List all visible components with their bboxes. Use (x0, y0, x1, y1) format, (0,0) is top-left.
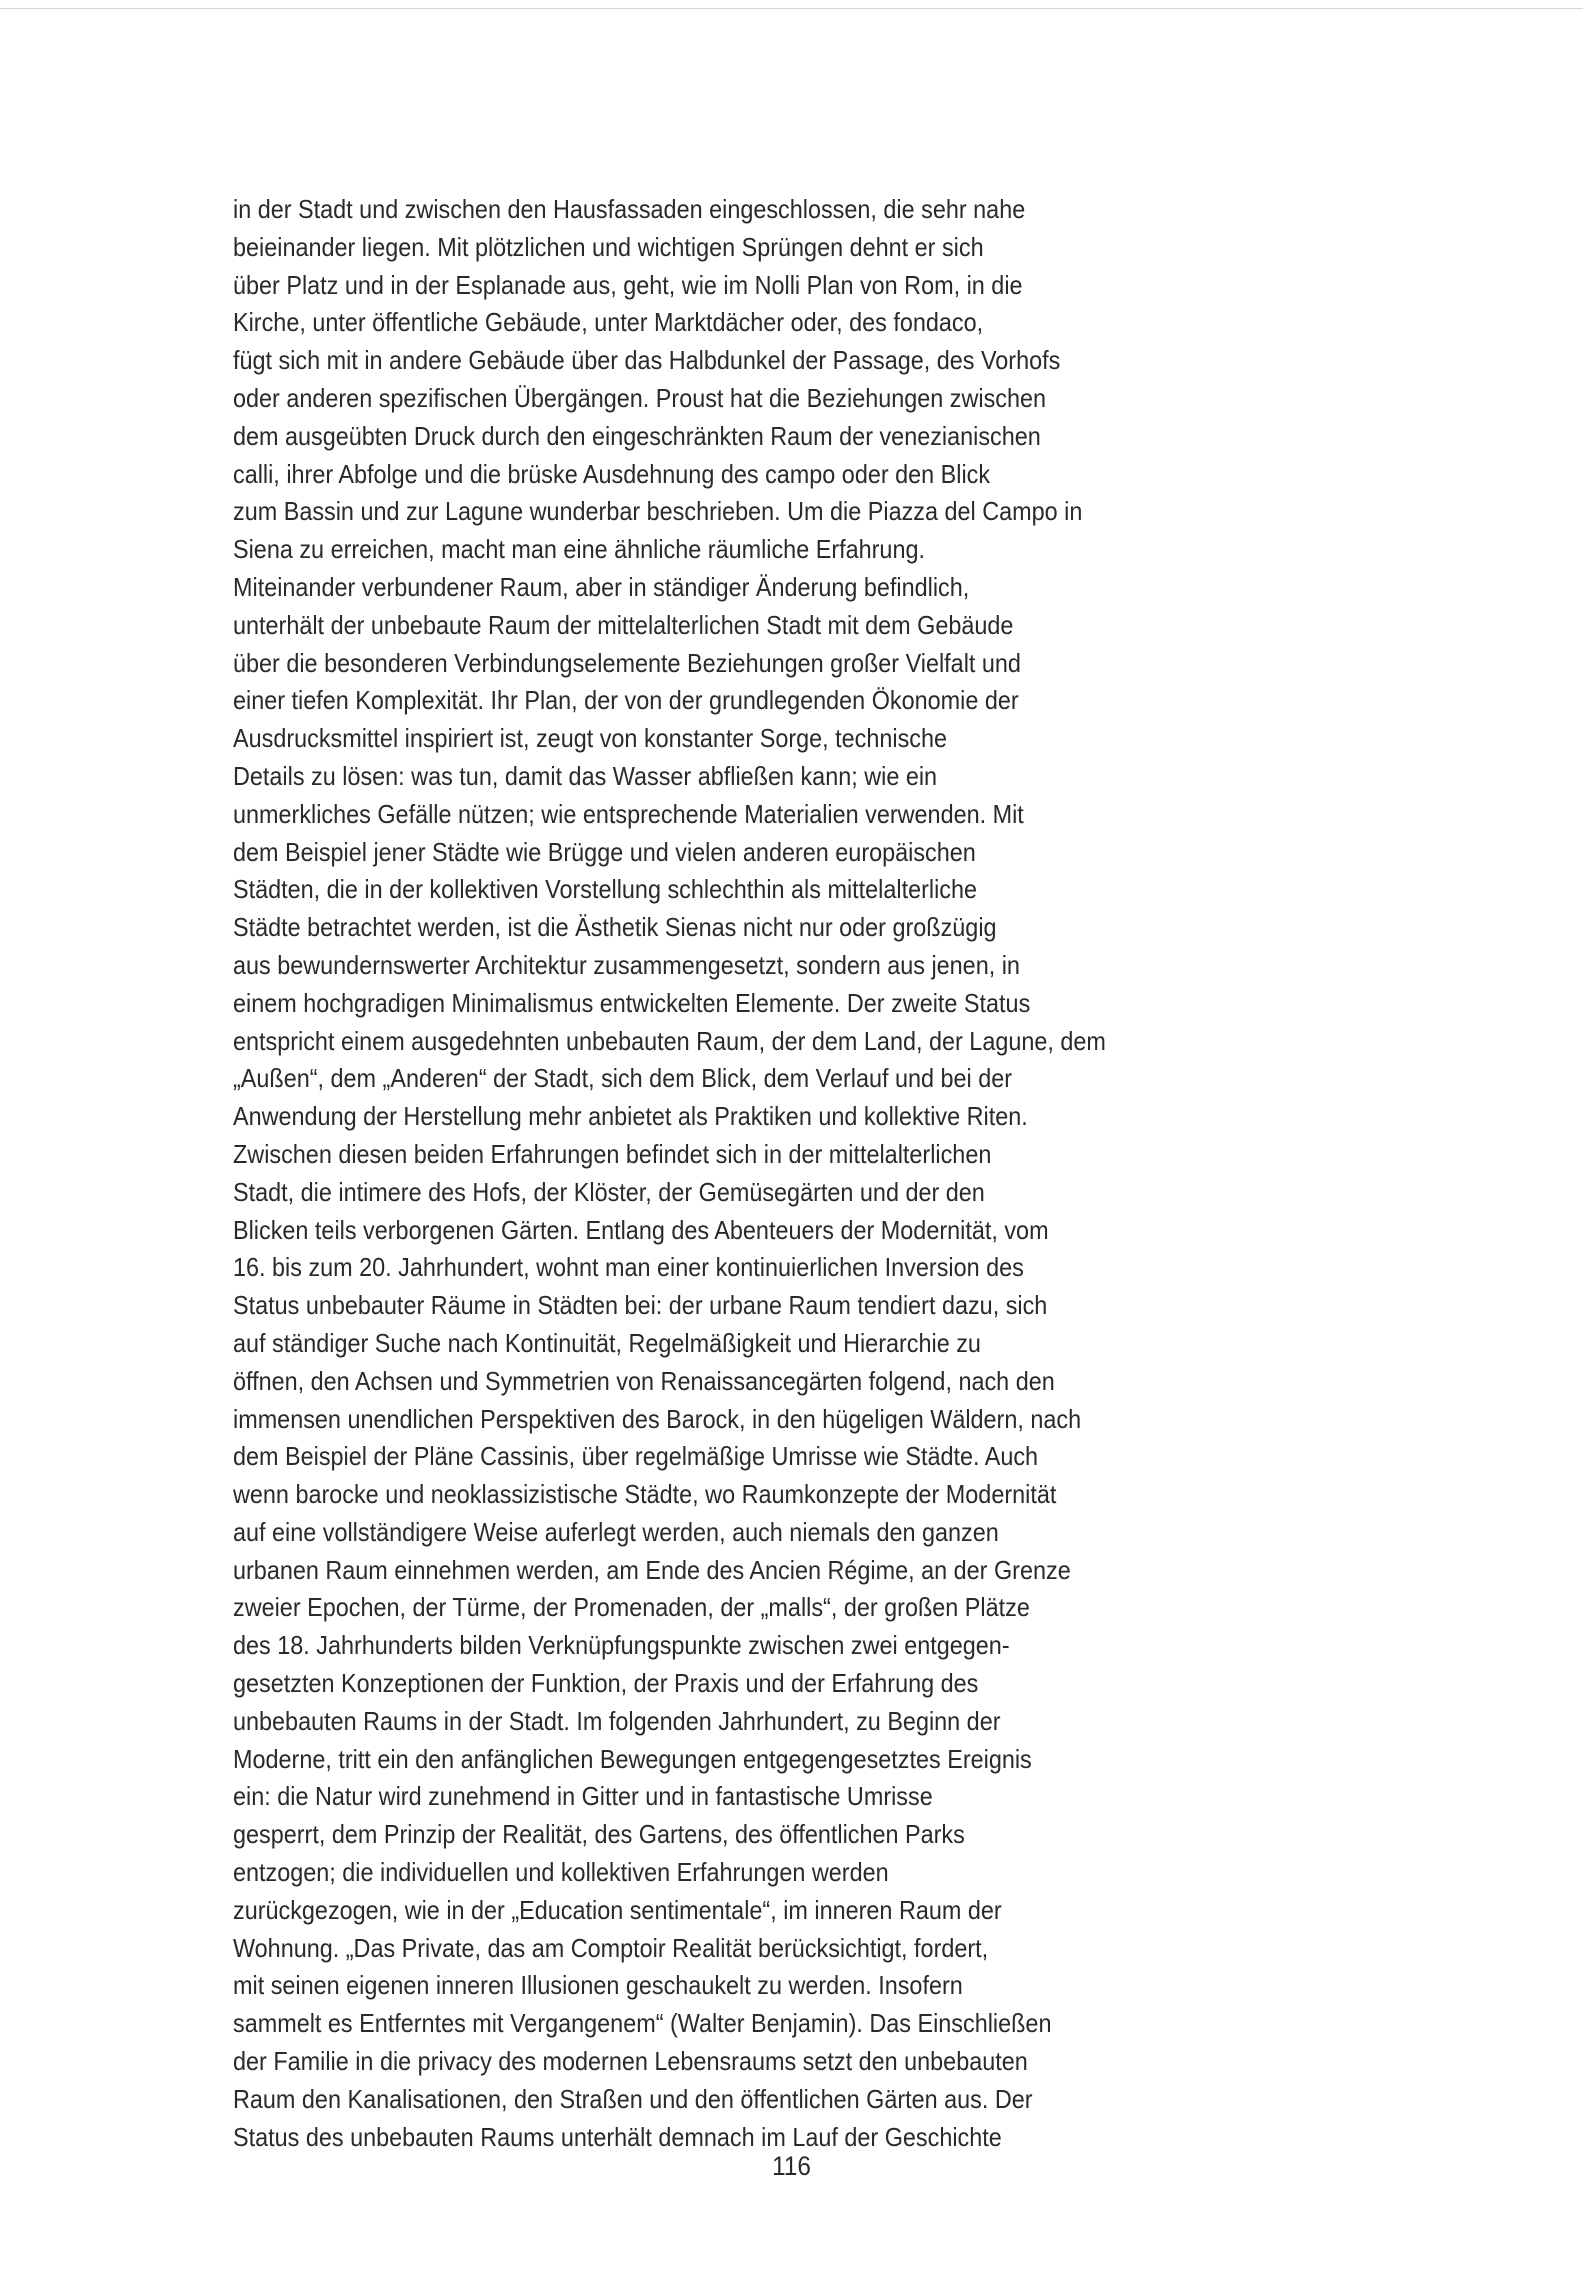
text-line: urbanen Raum einnehmen werden, am Ende des Ancien Régime, an der Grenze (233, 1554, 1071, 1585)
text-line: aus bewundernswerter Architektur zusammengesetzt, sondern aus jenen, in (233, 949, 1020, 980)
text-line: Wohnung. „Das Private, das am Comptoir Realität berücksichtigt, fordert, (233, 1932, 989, 1963)
text-line: Stadt, die intimere des Hofs, der Klöster, der Gemüsegärten und der den (233, 1176, 985, 1207)
text-line: Städte betrachtet werden, ist die Ästhetik Sienas nicht nur oder großzügig (233, 912, 997, 943)
text-line: unmerkliches Gefälle nützen; wie entsprechende Materialien verwenden. Mit (233, 798, 1024, 829)
text-line: des 18. Jahrhunderts bilden Verknüpfungspunkte zwischen zwei entgegen- (233, 1630, 1010, 1661)
text-line: dem Beispiel der Pläne Cassinis, über regelmäßige Umrisse wie Städte. Auch (233, 1441, 1039, 1472)
text-line: entspricht einem ausgedehnten unbebauten Raum, der dem Land, der Lagune, dem (233, 1025, 1106, 1056)
text-line: wenn barocke und neoklassizistische Städte, wo Raumkonzepte der Modernität (233, 1479, 1057, 1510)
text-line: Blicken teils verborgenen Gärten. Entlang des Abenteuers der Modernität, vom (233, 1214, 1049, 1245)
text-line: unbebauten Raums in der Stadt. Im folgenden Jahrhundert, zu Beginn der (233, 1705, 1001, 1736)
text-line: der Familie in die privacy des modernen Lebensraums setzt den unbebauten (233, 2046, 1028, 2077)
text-line: zurückgezogen, wie in der „Education sentimentale“, im inneren Raum der (233, 1894, 1002, 1925)
scan-edge-line (0, 8, 1583, 9)
text-line: ein: die Natur wird zunehmend in Gitter und in fantastische Umrisse (233, 1781, 933, 1812)
text-line: Anwendung der Herstellung mehr anbietet als Praktiken und kollektive Riten. (233, 1101, 1028, 1132)
text-line: Kirche, unter öffentliche Gebäude, unter Marktdächer oder, des fondaco, (233, 307, 984, 338)
text-line: einer tiefen Komplexität. Ihr Plan, der von der grundlegenden Ökonomie der (233, 685, 1019, 716)
text-line: 16. bis zum 20. Jahrhundert, wohnt man einer kontinuierlichen Inversion des (233, 1252, 1024, 1283)
text-line: oder anderen spezifischen Übergängen. Proust hat die Beziehungen zwischen (233, 382, 1047, 413)
text-line: sammelt es Entferntes mit Vergangenem“ (Walter Benjamin). Das Einschließen (233, 2008, 1052, 2039)
text-line: mit seinen eigenen inneren Illusionen geschaukelt zu werden. Insofern (233, 1970, 963, 2001)
page-number: 116 (772, 2151, 811, 2181)
text-line: in der Stadt und zwischen den Hausfassaden eingeschlossen, die sehr nahe (233, 194, 1026, 224)
text-line: Ausdrucksmittel inspiriert ist, zeugt von konstanter Sorge, technische (233, 723, 948, 754)
text-line: beieinander liegen. Mit plötzlichen und wichtigen Sprüngen dehnt er sich (233, 231, 984, 262)
text-line: über die besonderen Verbindungselemente Beziehungen großer Vielfalt und (233, 647, 1021, 678)
text-line: dem Beispiel jener Städte wie Brügge und vielen anderen europäischen (233, 836, 976, 867)
text-line: fügt sich mit in andere Gebäude über das Halbdunkel der Passage, des Vorhofs (233, 345, 1061, 376)
text-line: über Platz und in der Esplanade aus, geht, wie im Nolli Plan von Rom, in die (233, 269, 1023, 300)
text-line: auf ständiger Suche nach Kontinuität, Regelmäßigkeit und Hierarchie zu (233, 1327, 981, 1358)
text-line: Raum den Kanalisationen, den Straßen und den öffentlichen Gärten aus. Der (233, 2083, 1033, 2114)
text-line: Moderne, tritt ein den anfänglichen Bewegungen entgegengesetztes Ereignis (233, 1743, 1032, 1774)
text-line: auf eine vollständigere Weise auferlegt werden, auch niemals den ganzen (233, 1516, 999, 1547)
text-line: unterhält der unbebaute Raum der mittelalterlichen Stadt mit dem Gebäude (233, 609, 1014, 640)
body-text (233, 191, 1373, 2156)
text-line: zweier Epochen, der Türme, der Promenaden, der „malls“, der großen Plätze (233, 1592, 1030, 1623)
text-line: zum Bassin und zur Lagune wunderbar beschrieben. Um die Piazza del Campo in (233, 496, 1083, 527)
text-line: gesperrt, dem Prinzip der Realität, des Gartens, des öffentlichen Parks (233, 1819, 965, 1850)
text-line: Zwischen diesen beiden Erfahrungen befindet sich in der mittelalterlichen (233, 1138, 992, 1169)
text-line: Miteinander verbundener Raum, aber in ständiger Änderung befindlich, (233, 571, 970, 602)
text-line: Status des unbebauten Raums unterhält demnach im Lauf der Geschichte (233, 2121, 1002, 2152)
text-line: Städten, die in der kollektiven Vorstellung schlechthin als mittelalterliche (233, 874, 978, 905)
text-line: gesetzten Konzeptionen der Funktion, der Praxis und der Erfahrung des (233, 1668, 979, 1699)
text-line: immensen unendlichen Perspektiven des Barock, in den hügeligen Wäldern, nach (233, 1403, 1082, 1434)
text-line: Details zu lösen: was tun, damit das Wasser abfließen kann; wie ein (233, 760, 938, 791)
text-line: einem hochgradigen Minimalismus entwickelten Elemente. Der zweite Status (233, 987, 1031, 1018)
text-line: entzogen; die individuellen und kollektiven Erfahrungen werden (233, 1857, 889, 1888)
text-line: Siena zu erreichen, macht man eine ähnliche räumliche Erfahrung. (233, 534, 925, 565)
text-line: calli, ihrer Abfolge und die brüske Ausdehnung des campo oder den Blick (233, 458, 991, 489)
text-line: „Außen“, dem „Anderen“ der Stadt, sich dem Blick, dem Verlauf und bei der (233, 1063, 1013, 1094)
text-line: dem ausgeübten Druck durch den eingeschränkten Raum der venezianischen (233, 420, 1041, 451)
text-line: öffnen, den Achsen und Symmetrien von Renaissancegärten folgend, nach den (233, 1365, 1055, 1396)
text-line: Status unbebauter Räume in Städten bei: der urbane Raum tendiert dazu, sich (233, 1290, 1048, 1321)
